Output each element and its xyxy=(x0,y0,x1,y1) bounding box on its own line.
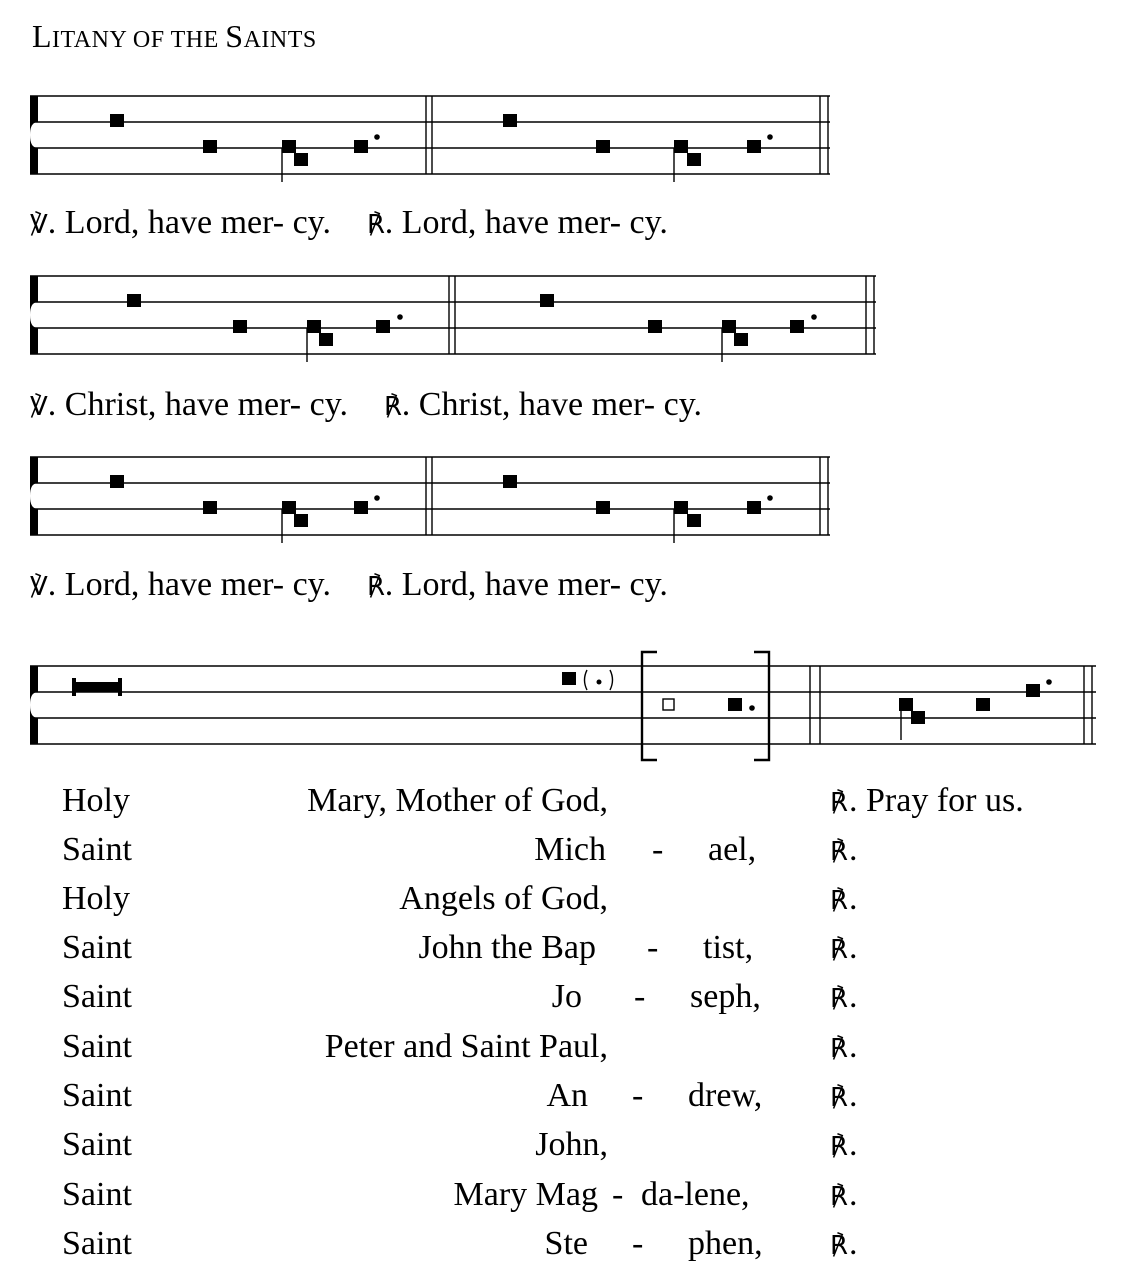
response-symbol: ℟ xyxy=(830,1231,848,1260)
title-initial-1: L xyxy=(32,18,53,54)
versicle-symbol: ℣ xyxy=(30,392,48,421)
litany-row xyxy=(0,782,1126,830)
verse-line-3 xyxy=(30,566,668,604)
syllable-hyphen: - xyxy=(612,1176,624,1213)
litany-name: Mich xyxy=(534,831,606,868)
response-symbol: ℟ xyxy=(830,886,848,915)
litany-row xyxy=(0,1126,1126,1174)
litany-title: Saint xyxy=(62,1077,132,1114)
versicle-symbol: ℣ xyxy=(30,572,48,601)
litany-row xyxy=(0,1225,1126,1273)
litany-name: An xyxy=(546,1077,588,1114)
response-symbol: ℟ xyxy=(830,1034,848,1063)
litany-syllable: da-lene, xyxy=(641,1176,750,1213)
title-smallcaps-1: ITANY OF THE xyxy=(52,27,226,53)
litany-row xyxy=(0,831,1126,879)
versicle-text: . Lord, have mer- cy. xyxy=(47,566,331,603)
litany-response: . xyxy=(849,1077,858,1114)
litany-name: Jo xyxy=(551,978,582,1015)
litany-row xyxy=(0,1028,1126,1076)
versicle-text: . Lord, have mer- cy. xyxy=(47,204,331,241)
response-text: . Lord, have mer- cy. xyxy=(384,566,668,603)
syllable-hyphen: - xyxy=(632,1077,644,1114)
litany-syllable: ael, xyxy=(708,831,757,868)
litany-row xyxy=(0,1077,1126,1125)
litany-syllable: seph, xyxy=(690,978,761,1015)
litany-name: Mary Mag xyxy=(453,1176,598,1213)
litany-response: . xyxy=(849,1176,858,1213)
response-symbol: ℟ xyxy=(366,210,385,239)
litany-row xyxy=(0,929,1126,977)
litany-name: Ste xyxy=(544,1225,588,1262)
litany-syllable: phen, xyxy=(688,1225,763,1262)
title-initial-2: S xyxy=(225,18,244,54)
litany-name: John, xyxy=(535,1126,608,1163)
litany-title: Saint xyxy=(62,1126,132,1163)
response-text: . Lord, have mer- cy. xyxy=(384,204,668,241)
litany-name: Angels of God, xyxy=(399,880,608,917)
litany-response: . xyxy=(849,1225,858,1262)
litany-title: Saint xyxy=(62,978,132,1015)
response-symbol: ℟ xyxy=(830,837,848,866)
litany-title: Saint xyxy=(62,1225,132,1262)
litany-response: . xyxy=(849,1028,858,1065)
litany-response: . xyxy=(849,978,858,1015)
response-symbol: ℟ xyxy=(830,1182,848,1211)
litany-syllable: drew, xyxy=(688,1077,763,1114)
chant-staff-1 xyxy=(0,90,1126,190)
litany-title: Holy xyxy=(62,880,130,917)
page-title xyxy=(32,18,317,55)
response-symbol: ℟ xyxy=(830,1132,848,1161)
litany-title: Saint xyxy=(62,831,132,868)
syllable-hyphen: - xyxy=(632,1225,644,1262)
chant-staff-3 xyxy=(0,451,1126,551)
verse-line-1 xyxy=(30,204,668,242)
litany-name: John the Bap xyxy=(418,929,596,966)
chant-staff-2 xyxy=(0,270,1126,370)
response-symbol: ℟ xyxy=(830,1083,848,1112)
response-symbol: ℟ xyxy=(384,392,402,421)
litany-title: Saint xyxy=(62,929,132,966)
litany-response: . xyxy=(849,929,858,966)
litany-response: . Pray for us. xyxy=(849,782,1024,819)
response-text: . Christ, have mer- cy. xyxy=(401,386,702,423)
response-symbol: ℟ xyxy=(830,788,848,817)
verse-line-2 xyxy=(30,386,702,424)
versicle-symbol: ℣ xyxy=(30,210,48,239)
litany-row xyxy=(0,880,1126,928)
syllable-hyphen: - xyxy=(652,831,664,868)
litany-title: Holy xyxy=(62,782,130,819)
response-symbol: ℟ xyxy=(830,984,848,1013)
chant-staff-4 xyxy=(0,660,1126,770)
litany-title: Saint xyxy=(62,1176,132,1213)
syllable-hyphen: - xyxy=(647,929,659,966)
litany-row xyxy=(0,978,1126,1026)
litany-name: Mary, Mother of God, xyxy=(307,782,608,819)
litany-response: . xyxy=(849,1126,858,1163)
syllable-hyphen: - xyxy=(634,978,646,1015)
litany-syllable: tist, xyxy=(703,929,754,966)
litany-name: Peter and Saint Paul, xyxy=(324,1028,608,1065)
litany-row xyxy=(0,1176,1126,1224)
litany-response: . xyxy=(849,880,858,917)
title-smallcaps-2: AINTS xyxy=(243,27,317,53)
litany-response: . xyxy=(849,831,858,868)
litany-title: Saint xyxy=(62,1028,132,1065)
response-symbol: ℟ xyxy=(366,572,385,601)
versicle-text: . Christ, have mer- cy. xyxy=(47,386,348,423)
response-symbol: ℟ xyxy=(830,935,848,964)
